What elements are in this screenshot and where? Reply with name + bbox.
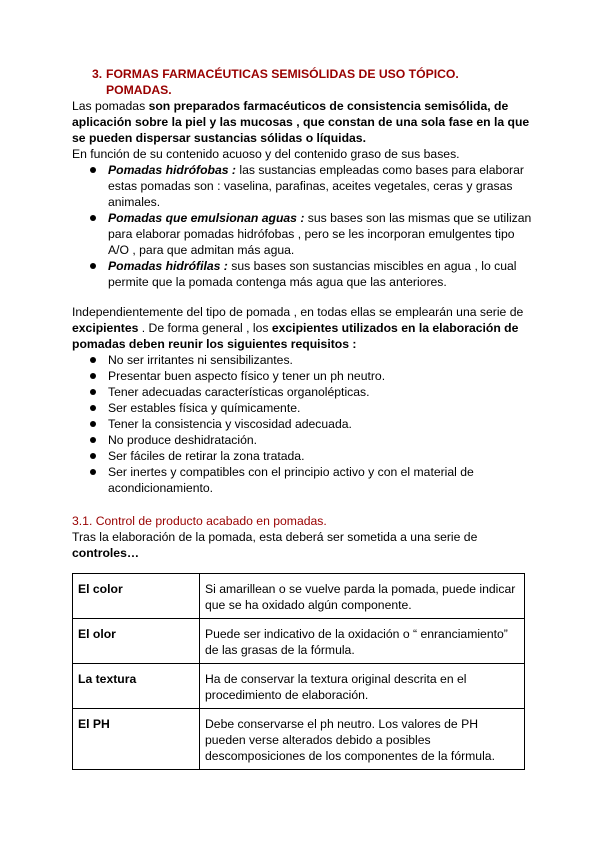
bullet-icon — [90, 263, 96, 269]
type-text: sus bases son sustancias miscibles en agua , lo cual permite que la pomada contenga más agua que las anteriores. — [108, 259, 517, 289]
controls-table — [72, 573, 525, 770]
table-row — [73, 664, 525, 709]
requirement-text: Ser fáciles de retirar la zona tratada. — [108, 449, 305, 463]
table-row — [73, 619, 525, 664]
requirement-text: No produce deshidratación. — [108, 433, 258, 447]
requirement-text: Ser estables física y químicamente. — [108, 401, 301, 415]
requirement-text: Tener la consistencia y viscosidad adecuada. — [108, 417, 352, 431]
control-name: El PH — [73, 709, 200, 770]
bullet-icon — [90, 389, 96, 395]
list-item — [72, 258, 532, 290]
type-term: Pomadas hidrófobas : — [108, 163, 236, 177]
list-item — [72, 162, 532, 210]
excipients-requirements-lead: excipientes utilizados en la elaboración de pomadas deben reunir los siguientes requisitos : — [72, 321, 519, 351]
intro-paragraph — [72, 98, 532, 146]
control-description: Puede ser indicativo de la oxidación o “ enranciamiento” de las grasas de la fórmula. — [200, 619, 525, 664]
control-name: La textura — [73, 664, 200, 709]
list-item — [72, 384, 532, 400]
list-item — [72, 416, 532, 432]
bullet-icon — [90, 215, 96, 221]
list-item — [72, 352, 532, 368]
classification-sentence: En función de su contenido acuoso y del contenido graso de sus bases. — [72, 147, 460, 161]
intro-definition: son preparados farmacéuticos de consistencia semisólida, de aplicación sobre la piel y las mucosas , que constan de una sola fase en la que se pueden dispersar sustancias sólidas o líquidas. — [72, 99, 530, 145]
bullet-icon — [90, 167, 96, 173]
section-title: FORMAS FARMACÉUTICAS SEMISÓLIDAS DE USO TÓPICO. POMADAS. — [106, 67, 459, 97]
list-item — [72, 210, 532, 258]
list-item — [72, 464, 532, 496]
intro-lead: Las pomadas — [72, 99, 149, 113]
bullet-icon — [90, 469, 96, 475]
requirements-list — [72, 352, 532, 496]
subsection-intro-bold: controles… — [72, 546, 140, 560]
control-name: El olor — [73, 619, 200, 664]
excipients-text: . De forma general , los — [138, 321, 272, 335]
control-description: Ha de conservar la textura original descrita en el procedimiento de elaboración. — [200, 664, 525, 709]
type-text: las sustancias empleadas como bases para elaborar estas pomadas son : vaselina, parafinas, aceites vegetales, ceras y grasas animales. — [108, 163, 524, 209]
list-item — [72, 400, 532, 416]
section-heading — [92, 66, 532, 98]
bullet-icon — [90, 357, 96, 363]
bullet-icon — [90, 453, 96, 459]
ointment-types-list — [72, 162, 532, 290]
bullet-icon — [90, 421, 96, 427]
list-item — [72, 448, 532, 464]
bullet-icon — [90, 405, 96, 411]
requirement-text: Tener adecuadas características organolépticas. — [108, 385, 370, 399]
requirement-text: No ser irritantes ni sensibilizantes. — [108, 353, 293, 367]
list-item — [72, 432, 532, 448]
document-page — [72, 66, 532, 770]
requirement-text: Ser inertes y compatibles con el principio activo y con el material de acondicionamiento. — [108, 465, 474, 495]
subsection-intro — [72, 529, 532, 561]
excipients-paragraph — [72, 304, 532, 352]
control-description: Debe conservarse el ph neutro. Los valores de PH pueden verse alterados debido a posibles descomposiciones de los componentes de la fórmula. — [200, 709, 525, 770]
subsection-title: 3.1. Control de producto acabado en pomadas. — [72, 514, 327, 528]
section-number: 3. — [92, 67, 103, 81]
bullet-icon — [90, 437, 96, 443]
type-term: Pomadas que emulsionan aguas : — [108, 211, 305, 225]
type-term: Pomadas hidrófilas : — [108, 259, 228, 273]
list-item — [72, 368, 532, 384]
table-row — [73, 574, 525, 619]
bullet-icon — [90, 373, 96, 379]
control-description: Si amarillean o se vuelve parda la pomada, puede indicar que se ha oxidado algún componente. — [200, 574, 525, 619]
control-name: El color — [73, 574, 200, 619]
subsection-intro-text: Tras la elaboración de la pomada, esta deberá ser sometida a una serie de — [72, 530, 478, 544]
excipients-term: excipientes — [72, 321, 139, 335]
type-text: sus bases son las mismas que se utilizan para elaborar pomadas hidrófobas , pero se les incorporan emulgentes tipo A/O , para que admitan más agua. — [108, 211, 532, 257]
excipients-text: Independientemente del tipo de pomada , en todas ellas se emplearán una serie de — [72, 305, 524, 319]
table-row — [73, 709, 525, 770]
requirement-text: Presentar buen aspecto físico y tener un ph neutro. — [108, 369, 386, 383]
